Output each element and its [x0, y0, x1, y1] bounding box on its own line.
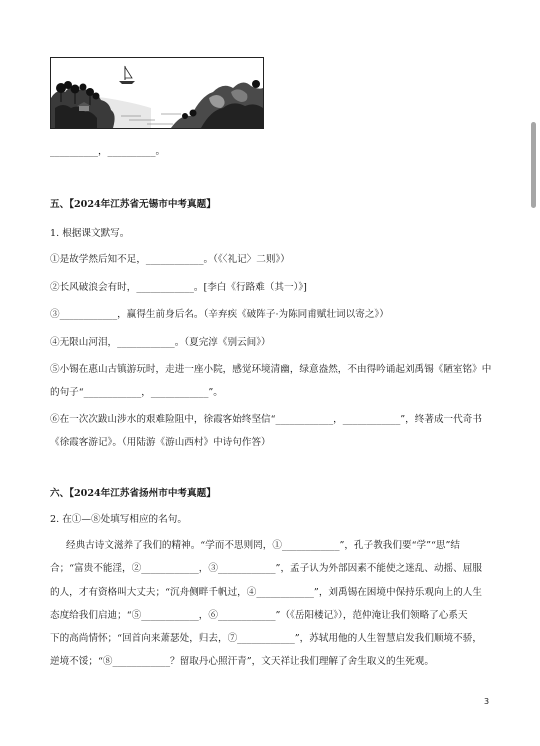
section-6-heading: 六、【2024年江苏省扬州市中考真题】 [50, 488, 216, 499]
section-6-question: 2. 在①—⑧处填写相应的名句。 [50, 514, 187, 525]
section-6-paragraph-line-5: 下的高尚情怀；“回首向来萧瑟处，归去，⑦____________”，苏轼用他的人生智慧启发我们顺境不骄， [50, 633, 482, 644]
page-number: 3 [484, 697, 490, 706]
section-5-item-6-line-2: 《徐霞客游记》。（用陆游《游山西村》中诗句作答） [50, 437, 271, 448]
section-6-paragraph-line-6: 逆境不馁；“⑧____________？留取丹心照汗青”，文天祥让我们理解了舍生取义的生死观。 [50, 656, 434, 667]
section-5-item-5-line-1: ⑤小锡在惠山古镇游玩时，走进一座小院，感觉环境清幽，绿意盎然，不由得吟诵起刘禹锡《陋室铭》中 [50, 364, 492, 375]
section-5-question: 1. 根据课文默写。 [50, 228, 130, 239]
ink-landscape-illustration [50, 57, 264, 129]
section-6-paragraph-line-3: 的人，才有资格叫大丈夫；“沉舟侧畔千帆过，④____________”，刘禹锡在困境中保持乐观向上的人生 [50, 587, 482, 598]
section-5-item-1: ①是故学然后知不足，____________。（《〈礼记〉二则》） [50, 254, 290, 265]
section-5-item-2: ②长风破浪会有时，____________。[李白《行路难（其一）》] [50, 282, 307, 293]
section-6-paragraph-line-4: 态度给我们启迪；“⑤____________，⑥____________”（《岳阳楼记》），范仲淹让我们领略了心系天 [50, 610, 468, 621]
section-5-item-4: ④无限山河泪，____________。（夏完淳《别云间》） [50, 337, 271, 348]
section-5-item-3: ③____________，赢得生前身后名。（辛弃疾《破阵子·为陈同甫赋壮词以寄之》） [50, 309, 389, 320]
section-5-item-6-line-1: ⑥在一次次跋山涉水的艰难险阻中，徐霞客始终坚信“____________，____________”，终著成一代奇书 [50, 414, 482, 425]
section-5-heading: 五、【2024年江苏省无锡市中考真题】 [50, 199, 216, 210]
section-5-item-5-line-2: 的句子“____________，____________”。 [50, 387, 223, 398]
vertical-scrollbar[interactable] [531, 122, 536, 208]
section-6-paragraph-line-1: 经典古诗文滋养了我们的精神。“学而不思则罔，①____________”，孔子教我们要“学”“思”结 [66, 540, 460, 551]
top-answer-blanks: __________，__________。 [50, 146, 166, 157]
section-6-paragraph-line-2: 合；“富贵不能淫，②____________，③____________”，孟子认为外部因素不能使之迷乱、动摇、屈服 [50, 563, 482, 574]
